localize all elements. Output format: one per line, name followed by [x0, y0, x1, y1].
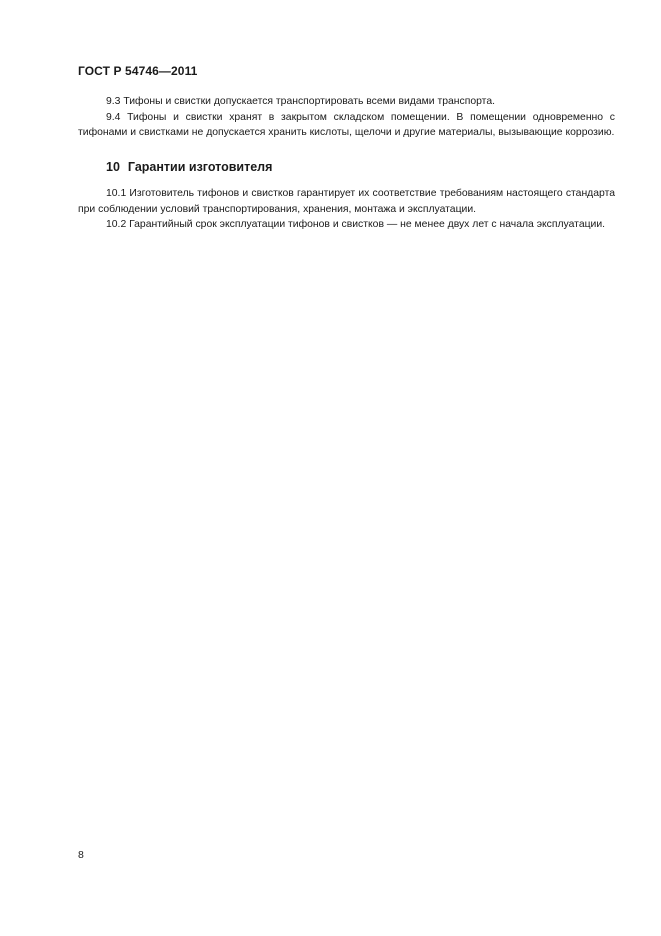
paragraph-9-3: 9.3 Тифоны и свистки допускается транспортировать всеми видами транспорта. — [106, 96, 495, 107]
page-number: 8 — [78, 849, 84, 861]
paragraph-10-1: 10.1 Изготовитель тифонов и свистков гарантирует их соответствие требованиям настоящего стандарта при соблюдении условий транспортирования, хранения, монтажа и эксплуатации. — [78, 188, 615, 215]
storage-transport-paragraphs — [78, 94, 615, 141]
paragraph-10-2: 10.2 Гарантийный срок эксплуатации тифонов и свистков — не менее двух лет с начала эксплуатации. — [106, 219, 606, 230]
document-header: ГОСТ Р 54746—2011 — [78, 64, 198, 78]
warranty-paragraphs — [78, 186, 615, 233]
section-title: Гарантии изготовителя — [127, 160, 273, 174]
section-heading — [106, 160, 272, 174]
section-number: 10 — [106, 160, 120, 174]
paragraph-9-4: 9.4 Тифоны и свистки хранят в закрытом складском помещении. В помещении одновременно с тифонами и свистками не допускается хранить кислоты, щелочи и другие материалы, вызывающие коррозию. — [78, 111, 615, 138]
